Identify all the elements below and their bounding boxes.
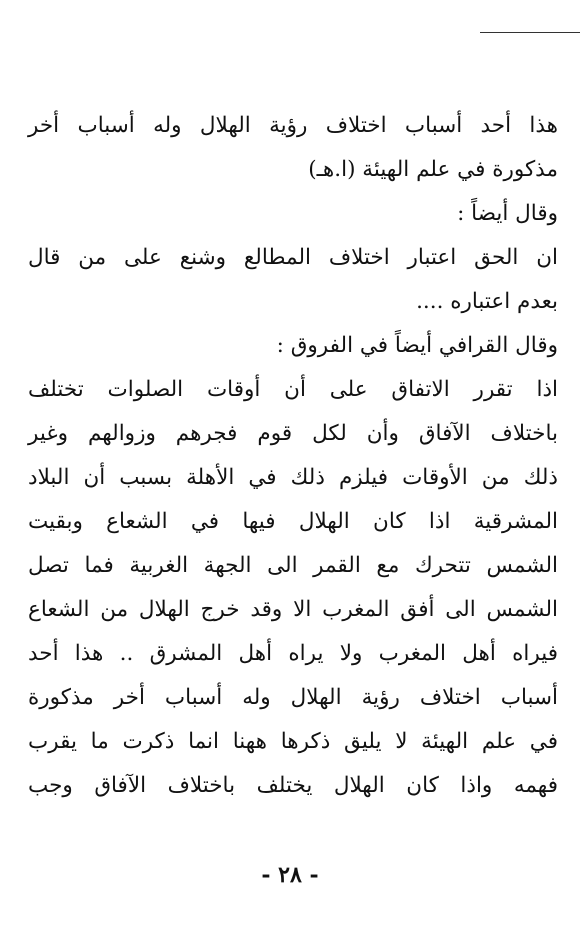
- text-line: الشمس الى أفق المغرب الا وقد خرج الهلال من الشعاع: [28, 597, 558, 622]
- text-line: في علم الهيئة لا يليق ذكرها ههنا انما ذكرت ما يقرب: [28, 729, 558, 754]
- body-text: [28, 104, 558, 808]
- text-line: فهمه واذا كان الهلال يختلف باختلاف الآفاق وجب: [28, 773, 558, 798]
- text-line: وقال أيضاً :: [457, 201, 558, 226]
- text-line: فيراه أهل المغرب ولا يراه أهل المشرق .. هذا أحد: [28, 641, 558, 666]
- text-line: ان الحق اعتبار اختلاف المطالع وشنع على من قال: [28, 245, 558, 270]
- header-rule: [480, 32, 580, 33]
- text-line: هذا أحد أسباب اختلاف رؤية الهلال وله أسباب أخر: [28, 113, 558, 138]
- text-line: اذا تقرر الاتفاق على أن أوقات الصلوات تختلف: [28, 377, 558, 402]
- text-line: ذلك من الأوقات فيلزم ذلك في الأهلة بسبب أن البلاد: [28, 465, 558, 490]
- text-line: الشمس تتحرك مع القمر الى الجهة الغربية فما تصل: [28, 553, 558, 578]
- text-line: وقال القرافي أيضاً في الفروق :: [276, 333, 558, 358]
- text-line: بعدم اعتباره ....: [416, 289, 558, 314]
- page-number: - ٢٨ -: [261, 862, 319, 888]
- text-line: مذكورة في علم الهيئة (ا.هـ): [308, 157, 558, 182]
- text-line: المشرقية اذا كان الهلال فيها في الشعاع وبقيت: [28, 509, 558, 534]
- text-line: باختلاف الآفاق وأن لكل قوم فجرهم وزوالهم وغير: [28, 421, 558, 446]
- text-line: أسباب اختلاف رؤية الهلال وله أسباب أخر مذكورة: [28, 685, 558, 710]
